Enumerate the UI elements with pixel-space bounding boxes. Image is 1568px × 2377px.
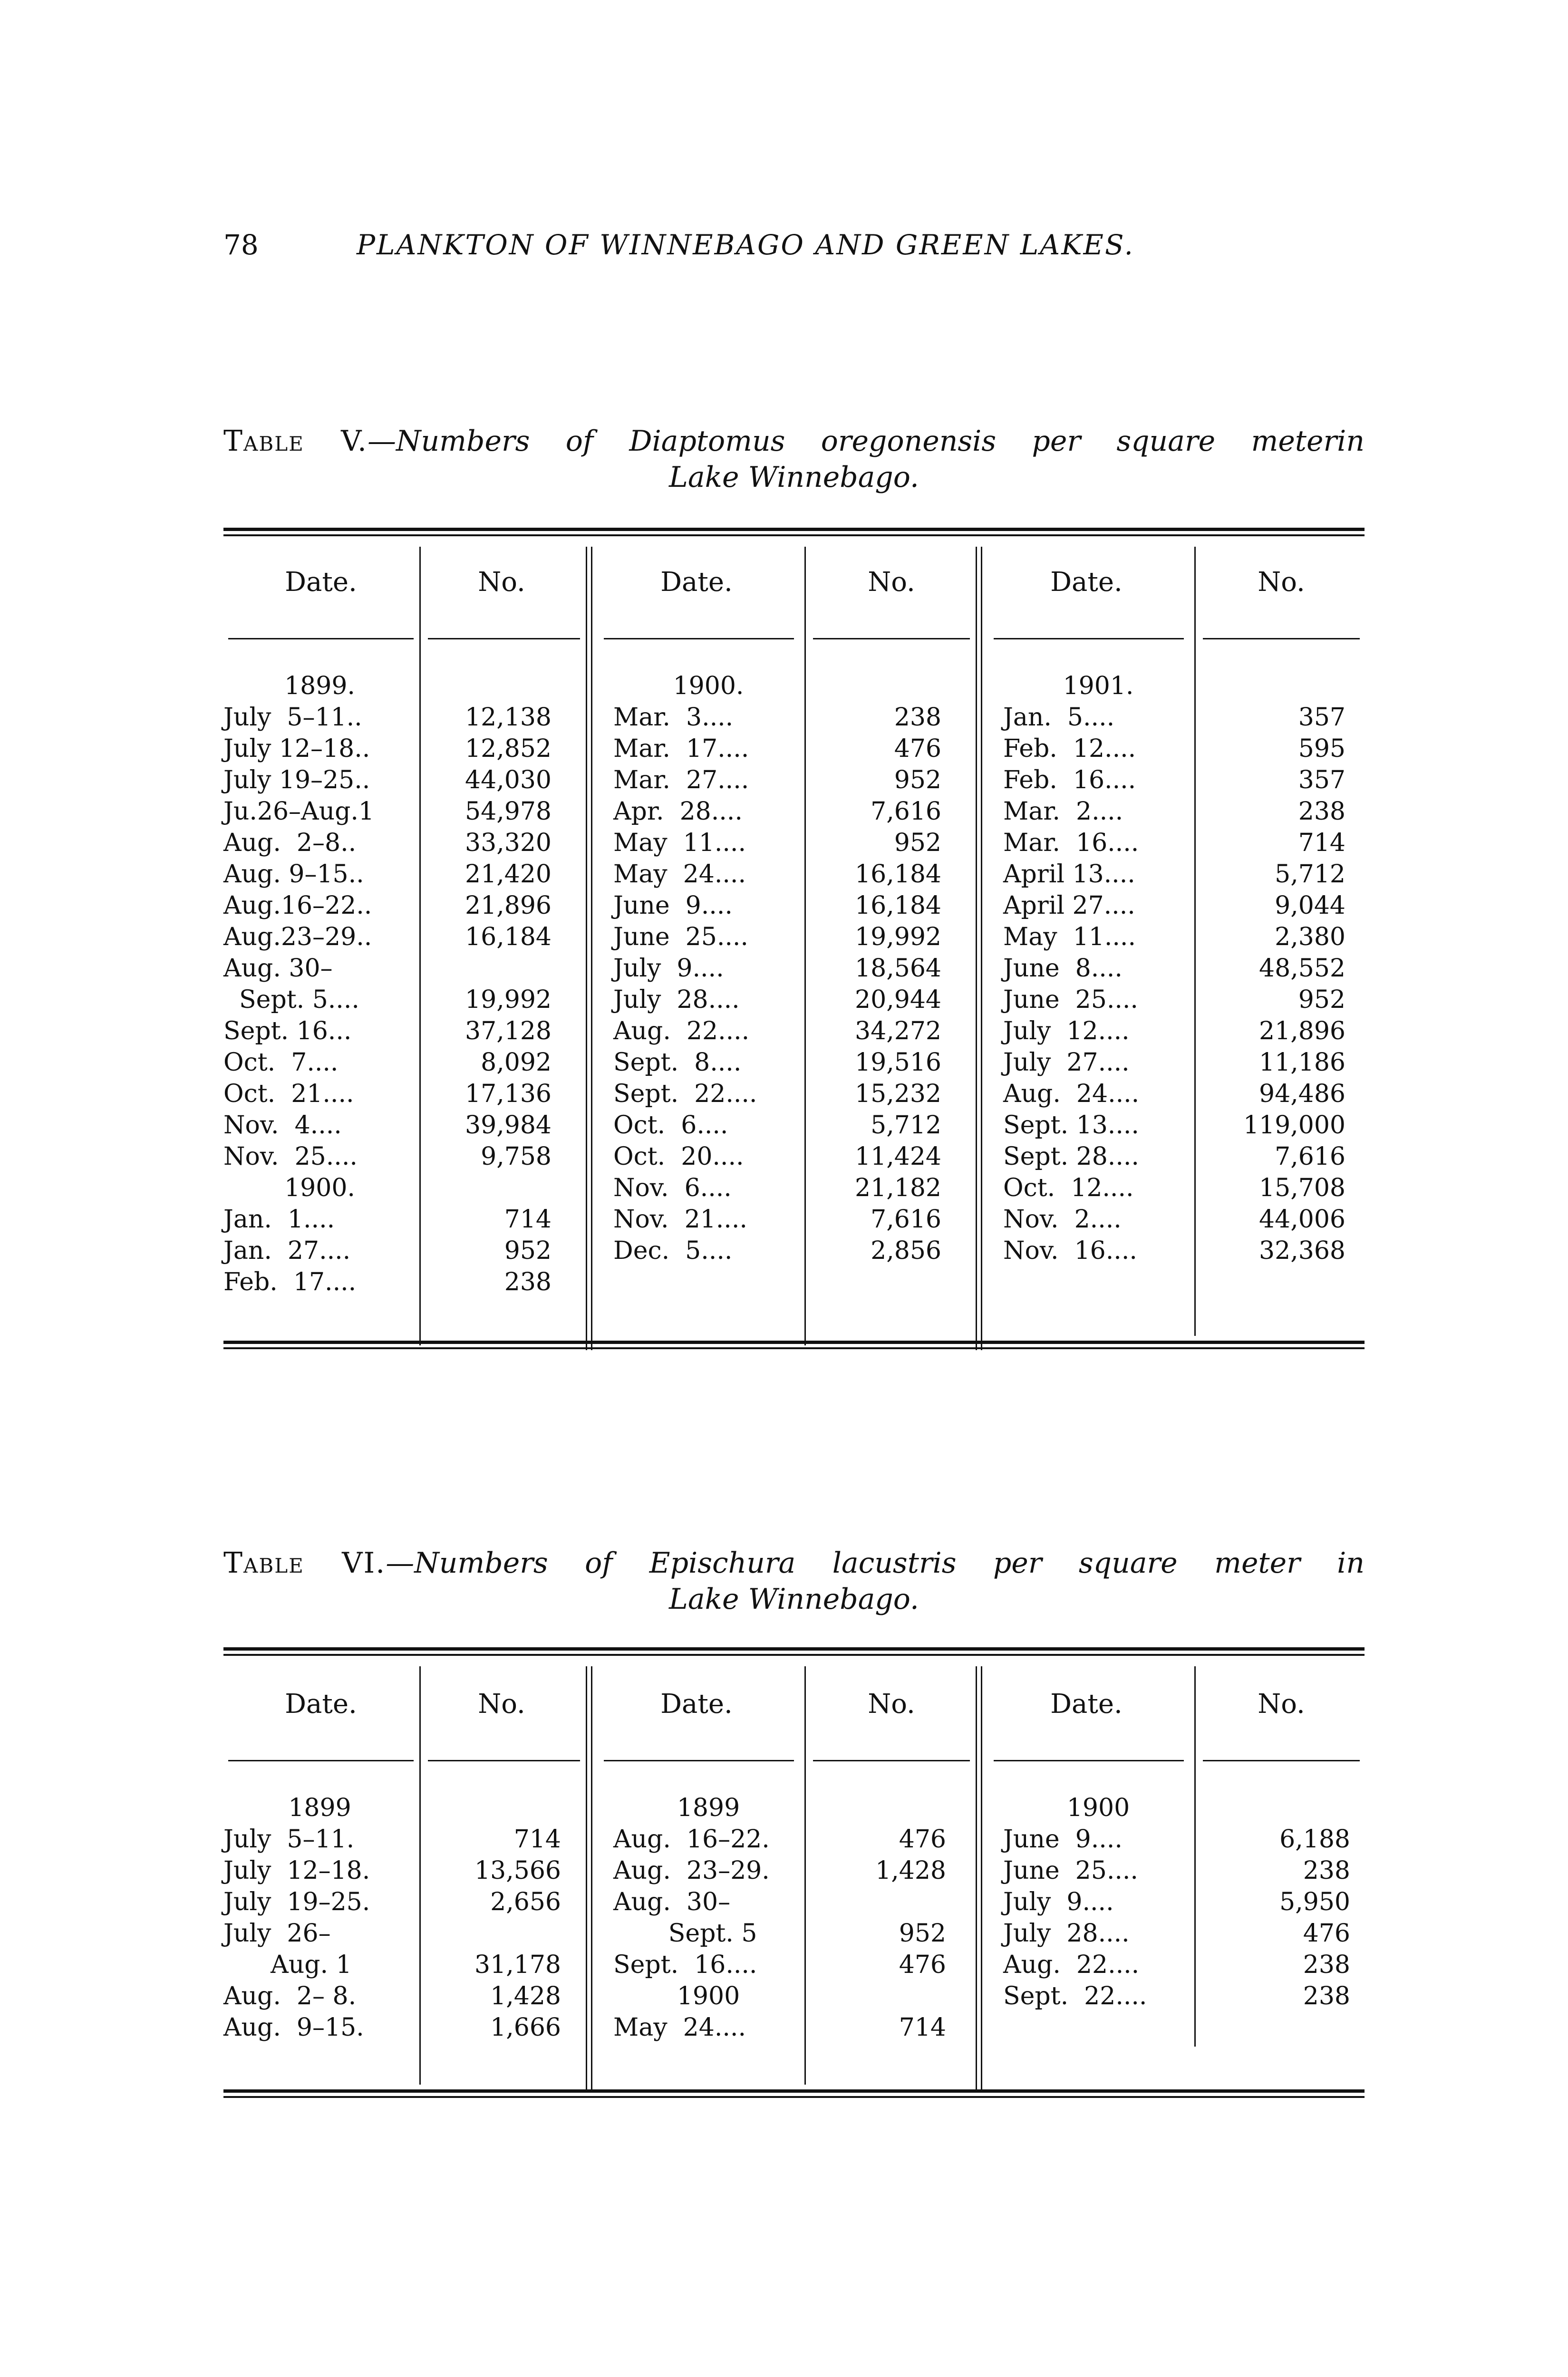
table5-col2-dates (613, 670, 803, 1266)
table5-date-cell: Jan. 27.... (223, 1237, 351, 1265)
table6-date-cell: 1899 (288, 1794, 351, 1822)
table5-number-cell (1198, 670, 1345, 702)
table5-number-cell: 15,232 (855, 1080, 941, 1108)
table5-number-cell (423, 1172, 552, 1204)
table6-date-cell: July 12–18. (223, 1856, 370, 1885)
table6-caption-line1 (223, 1545, 1365, 1581)
table5-number-cell: 48,552 (1259, 954, 1345, 983)
table5-number-cell: 20,944 (855, 986, 941, 1014)
table5-number-cell: 15,708 (1259, 1174, 1345, 1202)
table6-date-cell: Aug. 23–29. (613, 1856, 770, 1885)
table5-date-cell: July 28.... (613, 986, 740, 1014)
table5-col3-dates (1003, 670, 1193, 1266)
table6-header-rule (813, 1760, 970, 1761)
table5-number-cell: 119,000 (1243, 1111, 1345, 1140)
table6-date-cell: July 28.... (1003, 1919, 1130, 1948)
table6-date-cell: July 5–11. (223, 1825, 355, 1854)
table6-col2-numbers (808, 1792, 946, 2043)
table6-top-rule (223, 1647, 1365, 1656)
table6-number-cell: 2,656 (490, 1888, 561, 1916)
table6-header-rule (228, 1760, 414, 1761)
table5-date-cell: Oct. 20.... (613, 1142, 744, 1171)
table5-date-cell: Mar. 16.... (1003, 829, 1139, 857)
table5-header-rule (604, 638, 794, 639)
table5-col1-numbers (423, 670, 552, 1298)
table5-number-cell (808, 670, 941, 702)
table5-number-cell: 21,420 (465, 860, 552, 889)
table5-col2-numbers (808, 670, 941, 1266)
table5-number-cell: 238 (1298, 797, 1345, 826)
table5-column-double-rule (976, 547, 982, 1350)
table6-col3-numbers (1198, 1792, 1350, 2012)
table5-number-cell: 34,272 (855, 1017, 941, 1045)
table6-header-rule (994, 1760, 1184, 1761)
table5-date-cell: 1899. (284, 672, 355, 700)
table5-date-cell: Aug.16–22.. (223, 891, 372, 920)
table5-header-rule (428, 638, 580, 639)
table6-header-rule (428, 1760, 580, 1761)
table6-date-cell: 1900 (677, 1982, 740, 2010)
table6-number-cell: 238 (1303, 1951, 1350, 1979)
table5-number-cell: 9,044 (1275, 891, 1345, 920)
table5-number-cell: 18,564 (855, 954, 941, 983)
table5-number-cell: 21,182 (855, 1174, 941, 1202)
running-head (223, 223, 1365, 266)
table5-date-cell: Sept. 22.... (613, 1080, 757, 1108)
table5-date-cell: Dec. 5.... (613, 1237, 733, 1265)
table6-date-cell: June 25.... (1003, 1856, 1138, 1885)
table5-date-cell: Feb. 16.... (1003, 766, 1136, 794)
table6-number-cell: 476 (899, 1951, 946, 1979)
table5-number-cell (423, 670, 552, 702)
table5-number-cell: 16,184 (855, 891, 941, 920)
table5-number-cell: 2,380 (1275, 923, 1345, 951)
table6-date-cell: 1899 (677, 1794, 740, 1822)
table5-date-cell: July 19–25.. (223, 766, 370, 794)
table5-date-cell: Feb. 17.... (223, 1268, 357, 1296)
table5-number-cell: 238 (894, 703, 941, 732)
table6-number-cell: 1,428 (490, 1982, 561, 2010)
table6-col1-dates (223, 1792, 416, 2043)
table5-date-cell: Sept. 5.... (223, 986, 359, 1014)
table6-number-cell (808, 1792, 946, 1824)
table6-bottom-rule (223, 2089, 1365, 2098)
table5-date-cell: June 8.... (1003, 954, 1123, 983)
table5-date-cell: Mar. 17.... (613, 734, 749, 763)
table6-date-cell: Aug. 9–15. (223, 2013, 364, 2042)
table5-date-cell: Nov. 2.... (1003, 1205, 1122, 1234)
table5-column-double-rule (586, 547, 592, 1350)
table6-number-cell: 952 (899, 1919, 946, 1948)
table6-date-cell: May 24.... (613, 2013, 746, 2042)
table5-date-cell: Aug. 22.... (613, 1017, 750, 1045)
table5-date-cell: Nov. 6.... (613, 1174, 732, 1202)
table5-date-cell: Aug. 9–15.. (223, 860, 364, 889)
table5-date-cell: Nov. 16.... (1003, 1237, 1137, 1265)
table6-number-cell: 13,566 (474, 1856, 561, 1885)
table6-date-cell: Aug. 30– (613, 1888, 731, 1916)
table5-date-cell: 1900. (673, 672, 744, 700)
table5-column-rule (419, 547, 421, 1345)
table5-number-cell: 12,852 (465, 734, 552, 763)
table6-number-cell (808, 1886, 946, 1918)
table5-date-cell: Oct. 6.... (613, 1111, 728, 1140)
table5-date-cell: Nov. 21.... (613, 1205, 747, 1234)
table5-number-cell: 44,006 (1259, 1205, 1345, 1234)
table6-label: Table VI. (223, 1546, 386, 1580)
table6-date-cell: June 9.... (1003, 1825, 1123, 1854)
table5-date-cell: Oct. 12.... (1003, 1174, 1134, 1202)
table5-date-cell: July 12.... (1003, 1017, 1130, 1045)
running-title: PLANKTON OF WINNEBAGO AND GREEN LAKES. (357, 229, 1134, 261)
table5-number-cell: 952 (894, 766, 941, 794)
table6-col3-dates (1003, 1792, 1193, 2012)
table5-date-cell: 1900. (284, 1174, 355, 1202)
table5-date-cell: 1901. (1063, 672, 1134, 700)
table6-header-date-3: Date. (1050, 1689, 1123, 1720)
table6-header-no-3: No. (1258, 1689, 1305, 1720)
table6-number-cell: 476 (1303, 1919, 1350, 1948)
table5-title-line2: Lake Winnebago. (669, 461, 919, 494)
table5-header-date-2: Date. (660, 567, 733, 598)
table6-number-cell: 5,950 (1279, 1888, 1350, 1916)
table5-number-cell: 11,424 (855, 1142, 941, 1171)
table6-number-cell: 6,188 (1279, 1825, 1350, 1854)
table6-number-cell (808, 1981, 946, 2012)
table5-date-cell: Aug. 30– (223, 954, 333, 983)
table5-header-rule (228, 638, 414, 639)
table5-number-cell: 16,184 (855, 860, 941, 889)
table5-number-cell: 595 (1298, 734, 1345, 763)
table5-number-cell: 8,092 (481, 1048, 552, 1077)
table5-date-cell: June 9.... (613, 891, 733, 920)
table6-date-cell: Aug. 22.... (1003, 1951, 1140, 1979)
table5-number-cell: 238 (504, 1268, 552, 1296)
table5-date-cell: Oct. 7.... (223, 1048, 339, 1077)
table5-date-cell: July 5–11.. (223, 703, 362, 732)
table5-number-cell: 37,128 (465, 1017, 552, 1045)
table5-header-no-2: No. (868, 567, 915, 598)
table5-date-cell: Mar. 27.... (613, 766, 749, 794)
table6-col2-dates (613, 1792, 803, 2043)
table5-number-cell: 7,616 (871, 797, 941, 826)
table5-top-rule (223, 528, 1365, 536)
table5-number-cell: 21,896 (1259, 1017, 1345, 1045)
table6-number-cell: 238 (1303, 1982, 1350, 2010)
table5-date-cell: Jan. 1.... (223, 1205, 335, 1234)
table5-date-cell: July 12–18.. (223, 734, 370, 763)
table5-number-cell: 714 (1298, 829, 1345, 857)
table6-date-cell: 1900 (1066, 1794, 1130, 1822)
table5-number-cell: 17,136 (465, 1080, 552, 1108)
table6-title: —Numbers of Epischura lacustris per square meter in (386, 1546, 1365, 1580)
table5-date-cell: Aug.23–29.. (223, 923, 372, 951)
table6-number-cell (423, 1792, 561, 1824)
table6-date-cell: Sept. 22.... (1003, 1982, 1147, 2010)
table6-column-rule (804, 1666, 806, 2085)
table6 (223, 1647, 1365, 2113)
table5-date-cell: Aug. 2–8.. (223, 829, 357, 857)
table5-date-cell: Ju.26–Aug.1 (223, 797, 374, 826)
table6-number-cell: 31,178 (474, 1951, 561, 1979)
table5-number-cell: 19,992 (855, 923, 941, 951)
table5-bottom-rule (223, 1341, 1365, 1349)
table5-number-cell: 94,486 (1259, 1080, 1345, 1108)
table6-header-date-2: Date. (660, 1689, 733, 1720)
table5-number-cell: 54,978 (465, 797, 552, 826)
table5-date-cell: Sept. 13.... (1003, 1111, 1139, 1140)
table5-number-cell: 12,138 (465, 703, 552, 732)
table5-date-cell: Sept. 28.... (1003, 1142, 1139, 1171)
table6-date-cell: July 19–25. (223, 1888, 370, 1916)
table5-date-cell: Apr. 28.... (613, 797, 743, 826)
table5-number-cell: 21,896 (465, 891, 552, 920)
table5-number-cell: 39,984 (465, 1111, 552, 1140)
table6-header-no-2: No. (868, 1689, 915, 1720)
table5-date-cell: July 27.... (1003, 1048, 1130, 1077)
table6-number-cell: 714 (899, 2013, 946, 2042)
table5-number-cell: 16,184 (465, 923, 552, 951)
page-number: 78 (223, 229, 259, 261)
table5-date-cell: Nov. 4.... (223, 1111, 342, 1140)
table5 (223, 528, 1365, 1364)
table6-number-cell: 476 (899, 1825, 946, 1854)
table5-date-cell: May 11.... (1003, 923, 1136, 951)
table5-label: Table V. (223, 425, 368, 458)
table5-number-cell: 19,516 (855, 1048, 941, 1077)
table6-number-cell: 714 (513, 1825, 561, 1854)
table5-caption (223, 423, 1365, 495)
table5-date-cell: June 25.... (613, 923, 748, 951)
table5-number-cell: 357 (1298, 766, 1345, 794)
table6-number-cell: 238 (1303, 1856, 1350, 1885)
table5-date-cell: Oct. 21.... (223, 1080, 354, 1108)
table5-number-cell: 952 (504, 1237, 552, 1265)
table5-header-date-3: Date. (1050, 567, 1123, 598)
table5-header-no-1: No. (478, 567, 525, 598)
table6-column-rule (1194, 1666, 1196, 2047)
table5-header-date-1: Date. (285, 567, 357, 598)
table5-date-cell: May 11.... (613, 829, 746, 857)
table6-number-cell: 1,666 (490, 2013, 561, 2042)
table5-number-cell: 44,030 (465, 766, 552, 794)
table5-number-cell: 714 (504, 1205, 552, 1234)
table6-date-cell: Aug. 2– 8. (223, 1982, 357, 2010)
table6-header-rule (1203, 1760, 1360, 1761)
table5-date-cell: Mar. 2.... (1003, 797, 1123, 826)
table5-number-cell: 357 (1298, 703, 1345, 732)
table5-date-cell: April 27.... (1003, 891, 1135, 920)
table5-date-cell: Mar. 3.... (613, 703, 734, 732)
table5-title: —Numbers of Diaptomus oregonensis per square meterin (368, 425, 1365, 458)
table6-column-double-rule (586, 1666, 592, 2089)
table5-header-rule (994, 638, 1184, 639)
table5-number-cell: 32,368 (1259, 1237, 1345, 1265)
table5-date-cell: Sept. 8.... (613, 1048, 742, 1077)
table5-number-cell: 7,616 (1275, 1142, 1345, 1171)
table6-date-cell: Sept. 16.... (613, 1951, 757, 1979)
table5-column-rule (804, 547, 806, 1345)
table5-number-cell: 5,712 (1275, 860, 1345, 889)
table5-number-cell: 952 (1298, 986, 1345, 1014)
table6-column-rule (419, 1666, 421, 2085)
table5-number-cell: 9,758 (481, 1142, 552, 1171)
table6-date-cell: Aug. 16–22. (613, 1825, 770, 1854)
table5-number-cell (423, 953, 552, 984)
table6-header-date-1: Date. (285, 1689, 357, 1720)
table5-date-cell: July 9.... (613, 954, 724, 983)
table5-col1-dates (223, 670, 416, 1298)
table5-number-cell: 5,712 (871, 1111, 941, 1140)
table5-number-cell: 476 (894, 734, 941, 763)
table5-header-rule (813, 638, 970, 639)
table6-number-cell: 1,428 (875, 1856, 946, 1885)
table5-date-cell: Aug. 24.... (1003, 1080, 1140, 1108)
table5-date-cell: Jan. 5.... (1003, 703, 1115, 732)
table5-date-cell: April 13.... (1003, 860, 1135, 889)
table5-number-cell: 2,856 (871, 1237, 941, 1265)
table6-header-no-1: No. (478, 1689, 525, 1720)
table6-date-cell: Sept. 5 (613, 1919, 757, 1948)
table5-date-cell: May 24.... (613, 860, 746, 889)
table5-number-cell: 7,616 (871, 1205, 941, 1234)
table6-number-cell (1198, 1792, 1350, 1824)
table5-column-rule (1194, 547, 1196, 1336)
table6-col1-numbers (423, 1792, 561, 2043)
table5-date-cell: Nov. 25.... (223, 1142, 358, 1171)
table5-date-cell: Feb. 12.... (1003, 734, 1136, 763)
table5-number-cell: 952 (894, 829, 941, 857)
table6-caption (223, 1545, 1365, 1617)
table5-date-cell: June 25.... (1003, 986, 1138, 1014)
table5-date-cell: Sept. 16... (223, 1017, 352, 1045)
table6-date-cell: July 26– (223, 1919, 331, 1948)
table6-title-line2: Lake Winnebago. (669, 1583, 919, 1616)
table6-date-cell: July 9.... (1003, 1888, 1114, 1916)
table5-number-cell: 11,186 (1259, 1048, 1345, 1077)
table5-col3-numbers (1198, 670, 1345, 1266)
table5-header-no-3: No. (1258, 567, 1305, 598)
table5-header-rule (1203, 638, 1360, 639)
table5-number-cell: 33,320 (465, 829, 552, 857)
table6-date-cell: Aug. 1 (223, 1951, 352, 1979)
table5-number-cell: 19,992 (465, 986, 552, 1014)
table5-caption-line1 (223, 423, 1365, 459)
table6-number-cell (423, 1918, 561, 1949)
table6-column-double-rule (976, 1666, 982, 2089)
table6-header-rule (604, 1760, 794, 1761)
